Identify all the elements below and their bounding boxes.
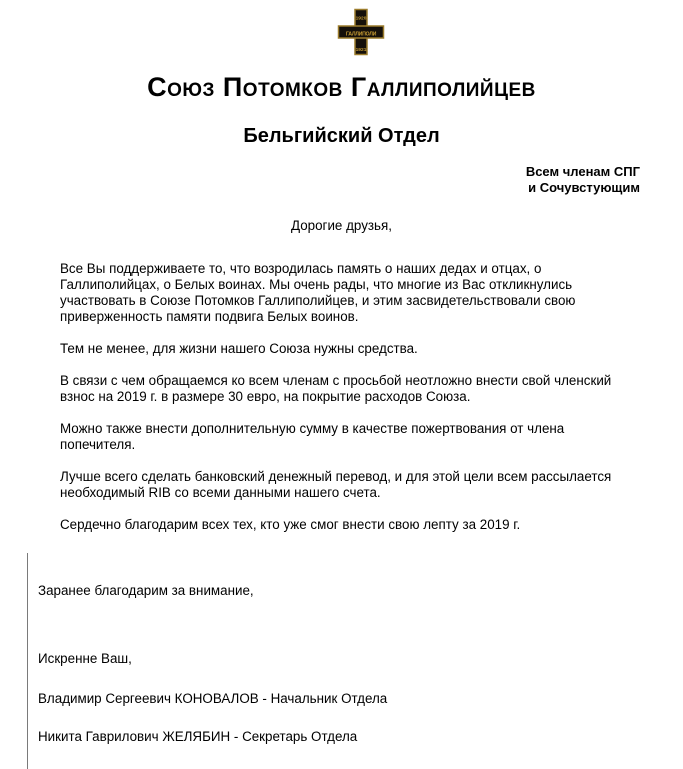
department-subtitle: Бельгийский Отдел bbox=[243, 125, 440, 147]
signature-line-2: Никита Гаврилович ЖЕЛЯБИН - Секретарь Отдела bbox=[38, 729, 358, 744]
organization-title: Союз Потомков Галлиполийцев bbox=[147, 72, 536, 102]
emblem-container bbox=[19, 0, 683, 56]
paragraph: Тем не менее, для жизни нашего Союза нужны средства. bbox=[60, 341, 418, 356]
addressee-block bbox=[0, 164, 683, 196]
emblem-center-text: ГАЛЛИПОЛИ bbox=[345, 31, 376, 38]
left-margin-line bbox=[27, 553, 28, 769]
emblem-bottom-text: 1921 bbox=[355, 48, 366, 54]
addressee-line-2: и Сочувстующим bbox=[528, 180, 640, 195]
paragraph: Сердечно благодарим всех тех, кто уже смог внести свою лепту за 2019 г. bbox=[60, 517, 521, 532]
valediction: Искренне Ваш, bbox=[38, 651, 132, 666]
addressee-line-1: Всем членам СПГ bbox=[525, 164, 640, 179]
paragraph: Лучше всего сделать банковский денежный перевод, и для этой цели всем рассылается необходимый RIB со всеми данными нашего счета. bbox=[60, 469, 612, 500]
signature-line-1: Владимир Сергеевич КОНОВАЛОВ - Начальник Отдела bbox=[38, 691, 388, 706]
closing-block bbox=[38, 583, 640, 745]
paragraph: Можно также внести дополнительную сумму в качестве пожертвования от члена попечителя. bbox=[60, 421, 565, 452]
paragraph: В связи с чем обращаемся ко всем членам с просьбой неотложно внести свой членский взнос на 2019 г. в размере 30 евро, на покрытие расходов Союза. bbox=[60, 373, 612, 404]
gallipoli-cross-icon bbox=[337, 8, 385, 56]
paragraph: Все Вы поддерживаете то, что возродилась память о наших дедах и отцах, о Галлиполийцах, о Белых воинах. Мы очень рады, что многие из Вас откликнулись участвовать в Союзе Потомков Галлиполийцев, и этим засвидетельствовали свою приверженность памяти подвига Белых воинов. bbox=[60, 261, 576, 324]
salutation: Дорогие друзья, bbox=[291, 218, 392, 233]
closing-thanks: Заранее благодарим за внимание, bbox=[38, 583, 254, 598]
letter-body bbox=[60, 261, 640, 533]
emblem-top-text: 1920 bbox=[355, 16, 366, 22]
